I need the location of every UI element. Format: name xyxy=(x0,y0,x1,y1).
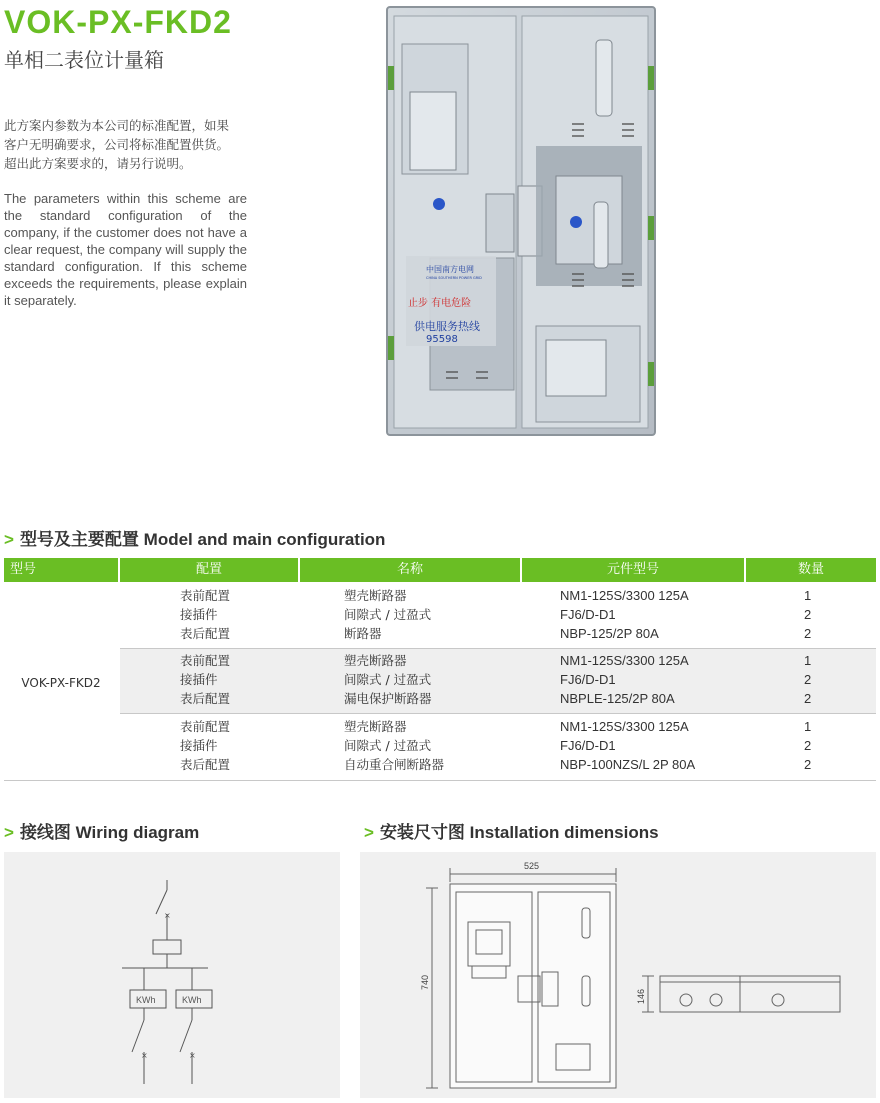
cell-name: 漏电保护断路器 xyxy=(344,691,432,706)
switch-mark: × xyxy=(164,911,171,920)
table-row xyxy=(120,605,876,624)
column-header-model: 型号 xyxy=(4,558,118,582)
grid-logo-subtext: CHINA SOUTHERN POWER GRID xyxy=(426,276,482,280)
height-dimension-label: 740 xyxy=(420,974,430,990)
cell-qty: 2 xyxy=(804,738,812,753)
column-header-name: 名称 xyxy=(300,558,520,582)
config-section-heading xyxy=(4,525,385,550)
cell-part: FJ6/D-D1 xyxy=(560,672,616,687)
config-group xyxy=(120,715,876,779)
wiring-heading-text: 接线图 Wiring diagram xyxy=(19,823,200,842)
row-divider xyxy=(120,713,876,714)
cell-config: 接插件 xyxy=(180,607,218,622)
switch-mark: × xyxy=(141,1051,148,1060)
cell-qty: 2 xyxy=(804,672,812,687)
cell-name: 间隙式 / 过盈式 xyxy=(344,607,432,622)
cell-qty: 1 xyxy=(804,719,812,734)
column-header-part: 元件型号 xyxy=(522,558,744,582)
cell-part: NBP-125/2P 80A xyxy=(560,626,659,641)
cell-name: 塑壳断路器 xyxy=(344,653,407,668)
cell-qty: 1 xyxy=(804,653,812,668)
config-heading-text: 型号及主要配置 Model and main configuration xyxy=(19,530,386,549)
install-diagram xyxy=(360,852,876,1098)
table-bottom-border xyxy=(4,780,876,781)
table-row xyxy=(120,736,876,755)
cell-config: 表后配置 xyxy=(180,626,231,641)
cell-config: 接插件 xyxy=(180,738,218,753)
description-cn-line: 超出此方案要求的，请另行说明。 xyxy=(4,156,192,171)
grid-logo-text: 中国南方电网 xyxy=(426,265,474,274)
cell-qty: 2 xyxy=(804,691,812,706)
cell-qty: 2 xyxy=(804,607,812,622)
table-row xyxy=(120,586,876,605)
cell-config: 表前配置 xyxy=(180,653,231,668)
column-header-config: 配置 xyxy=(120,558,298,582)
cell-part: NM1-125S/3300 125A xyxy=(560,653,689,668)
hotline-label: 供电服务热线 xyxy=(414,320,480,333)
section-arrow-icon: > xyxy=(4,530,14,549)
description-cn xyxy=(4,116,249,173)
cell-part: FJ6/D-D1 xyxy=(560,738,616,753)
cell-config: 表后配置 xyxy=(180,691,231,706)
meter-label: KWh xyxy=(182,995,202,1005)
table-row xyxy=(120,689,876,708)
product-title: VOK-PX-FKD2 xyxy=(4,4,232,40)
cell-name: 断路器 xyxy=(344,626,382,641)
install-section-heading xyxy=(364,818,659,843)
cell-config: 表后配置 xyxy=(180,757,231,772)
wiring-section-heading xyxy=(4,818,199,843)
cell-part: NM1-125S/3300 125A xyxy=(560,588,689,603)
column-header-qty: 数量 xyxy=(746,558,876,582)
wiring-diagram-panel xyxy=(4,852,340,1098)
config-group xyxy=(120,584,876,648)
cell-config: 表前配置 xyxy=(180,588,231,603)
hotline-number: 95598 xyxy=(426,334,458,345)
model-cell: VOK-PX-FKD2 xyxy=(21,676,101,690)
section-arrow-icon: > xyxy=(364,823,374,842)
install-dimensions-panel xyxy=(360,852,876,1098)
cell-qty: 1 xyxy=(804,588,812,603)
config-table xyxy=(4,558,876,772)
cell-name: 塑壳断路器 xyxy=(344,588,407,603)
description-en: The parameters within this scheme are the standard configuration of the company, if the customer does not have a clear request, the company will supply the standard configuration. If this scheme exceeds the requirements, please explain it separately. xyxy=(4,191,247,308)
product-subtitle: 单相二表位计量箱 xyxy=(4,48,164,72)
cell-config: 接插件 xyxy=(180,672,218,687)
product-image xyxy=(386,6,658,438)
wiring-diagram xyxy=(4,852,340,1098)
cell-part: NBPLE-125/2P 80A xyxy=(560,691,675,706)
cell-part: NM1-125S/3300 125A xyxy=(560,719,689,734)
install-heading-text: 安装尺寸图 Installation dimensions xyxy=(379,823,659,842)
table-row xyxy=(120,755,876,774)
table-row xyxy=(120,651,876,670)
table-row xyxy=(120,717,876,736)
meter-label: KWh xyxy=(136,995,156,1005)
table-header xyxy=(4,558,876,582)
cell-name: 间隙式 / 过盈式 xyxy=(344,672,432,687)
config-group xyxy=(120,649,876,713)
table-row xyxy=(120,624,876,643)
cell-qty: 2 xyxy=(804,757,812,772)
cell-part: FJ6/D-D1 xyxy=(560,607,616,622)
depth-dimension-label: 146 xyxy=(636,988,646,1004)
warning-text: 止步 有电危险 xyxy=(408,298,472,309)
cell-name: 自动重合闸断路器 xyxy=(344,757,445,772)
description-cn-line: 此方案内参数为本公司的标准配置，如果 xyxy=(4,118,230,133)
cell-config: 表前配置 xyxy=(180,719,231,734)
section-arrow-icon: > xyxy=(4,823,14,842)
description-cn-line: 客户无明确要求，公司将标准配置供货。 xyxy=(4,137,230,152)
width-dimension-label: 525 xyxy=(524,861,540,871)
cell-part: NBP-100NZS/L 2P 80A xyxy=(560,757,696,772)
cell-name: 间隙式 / 过盈式 xyxy=(344,738,432,753)
cell-name: 塑壳断路器 xyxy=(344,719,407,734)
table-row xyxy=(120,670,876,689)
cell-qty: 2 xyxy=(804,626,812,641)
switch-mark: × xyxy=(189,1051,196,1060)
